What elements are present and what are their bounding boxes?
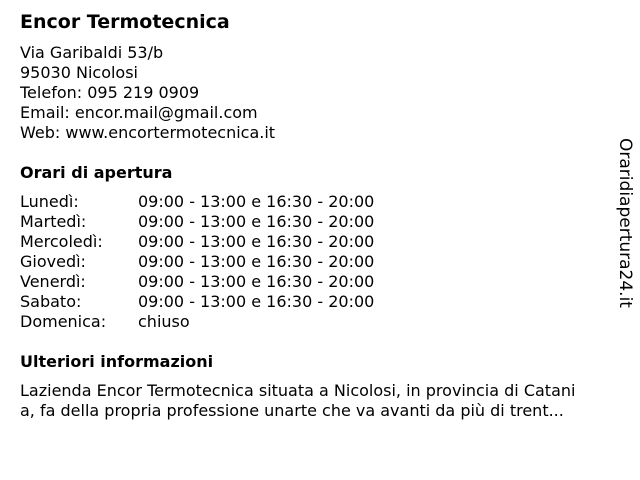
time-value: 09:00 - 13:00 e 16:30 - 20:00 <box>138 252 375 271</box>
address-line-1: Via Garibaldi 53/b <box>20 43 164 62</box>
email-text: Email: encor.mail@gmail.com <box>20 103 258 122</box>
day-label: Venerdì: <box>20 272 86 291</box>
day-label: Martedì: <box>20 212 87 231</box>
time-value: 09:00 - 13:00 e 16:30 - 20:00 <box>138 272 375 291</box>
day-label: Domenica: <box>20 312 107 331</box>
info-line-2: a, fa della propria professione unarte che va avanti da più di trent... <box>20 401 564 420</box>
more-info-title: Ulteriori informazioni <box>20 352 214 371</box>
hours-row-thursday <box>20 252 605 272</box>
time-value: chiuso <box>138 312 190 331</box>
hours-row-saturday <box>20 292 605 312</box>
website-text: Web: www.encortermotecnica.it <box>20 123 276 142</box>
business-card <box>20 10 605 421</box>
info-line-1: Lazienda Encor Termotecnica situata a Nicolosi, in provincia di Catani <box>20 381 576 400</box>
hours-row-sunday <box>20 312 605 332</box>
day-label: Mercoledì: <box>20 232 103 251</box>
more-info-text <box>20 381 605 421</box>
hours-row-tuesday <box>20 212 605 232</box>
opening-hours-title: Orari di apertura <box>20 163 173 182</box>
opening-hours-table <box>20 192 605 332</box>
watermark-text: Oraridiapertura24.it <box>615 137 636 308</box>
site-watermark <box>612 135 638 310</box>
address-line-2: 95030 Nicolosi <box>20 63 138 82</box>
hours-row-monday <box>20 192 605 212</box>
company-name: Encor Termotecnica <box>20 11 230 33</box>
time-value: 09:00 - 13:00 e 16:30 - 20:00 <box>138 212 375 231</box>
time-value: 09:00 - 13:00 e 16:30 - 20:00 <box>138 192 375 211</box>
time-value: 09:00 - 13:00 e 16:30 - 20:00 <box>138 292 375 311</box>
day-label: Giovedì: <box>20 252 86 271</box>
hours-row-friday <box>20 272 605 292</box>
phone-text: Telefon: 095 219 0909 <box>20 83 200 102</box>
day-label: Lunedì: <box>20 192 79 211</box>
hours-row-wednesday <box>20 232 605 252</box>
time-value: 09:00 - 13:00 e 16:30 - 20:00 <box>138 232 375 251</box>
day-label: Sabato: <box>20 292 82 311</box>
